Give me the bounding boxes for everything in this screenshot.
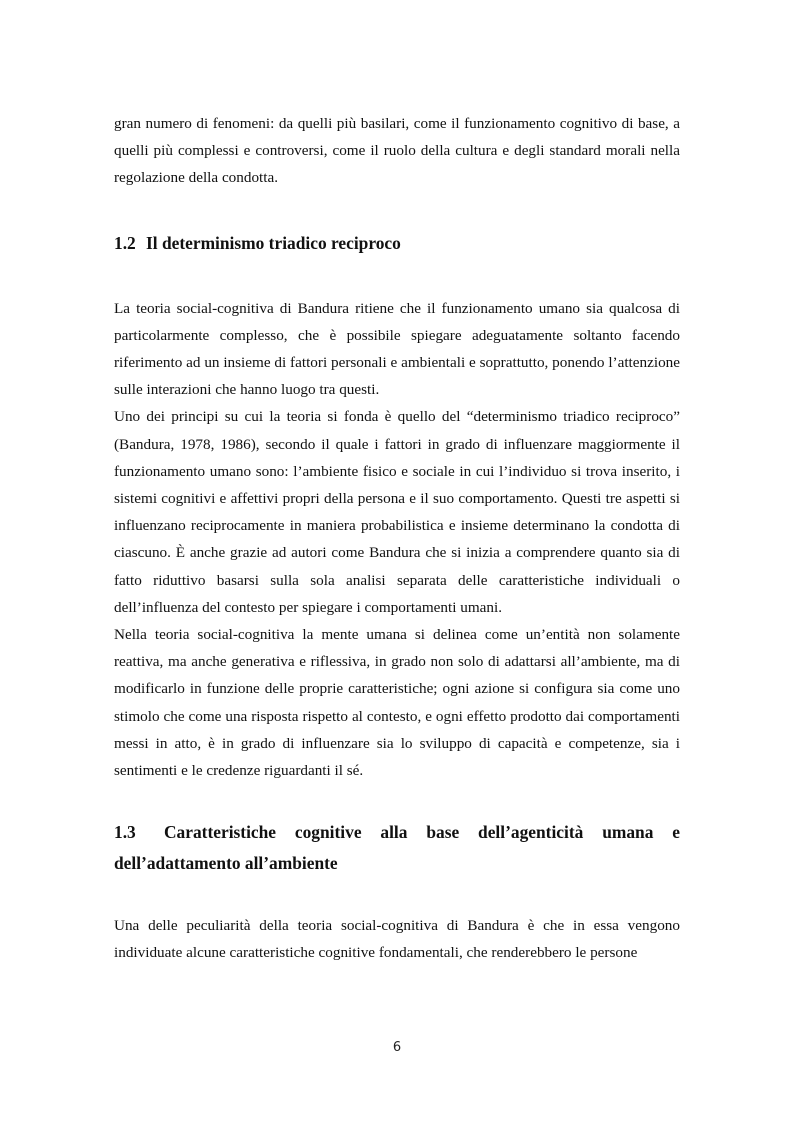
section-heading-1-3 (114, 817, 680, 879)
page-number: 6 (392, 1040, 402, 1055)
body-paragraph: Uno dei principi su cui la teoria si fonda è quello del “determinismo triadico reciproco” (Bandura, 1978, 1986), secondo il quale i fattori in grado di influenzare maggiormente il funzionamento umano sono: l’ambiente fisico e sociale in cui l’individuo si trova inserito, i sistemi cognitivi e affettivi propri della persona e il suo comportamento. Questi tre aspetti si influenzano reciprocamente in maniera probabilistica e insieme determinano la condotta di ciascuno. È anche grazie ad autori come Bandura che si inizia a comprendere quanto sia di fatto riduttivo basarsi sulla sola analisi separata delle caratteristiche individuali o dell’influenza del contesto per spiegare i comportamenti umani. (114, 408, 680, 616)
section-title: Caratteristiche cognitive alla base dell’agenticità umana e dell’adattamento all’ambiente (114, 822, 680, 874)
section-heading-1-2 (114, 228, 680, 259)
body-paragraph: Nella teoria social-cognitiva la mente umana si delinea come un’entità non solamente reattiva, ma anche generativa e riflessiva, in grado non solo di adattarsi all’ambiente, ma di modificarlo in funzione delle proprie caratteristiche; ogni azione si configura sia come uno stimolo che come una risposta rispetto al contesto, e ogni effetto prodotto dai comportamenti messi in atto, è in grado di influenzare sia lo sviluppo di capacità e competenze, sia i sentimenti e le credenze riguardanti il sé. (114, 626, 680, 780)
document-page (114, 110, 680, 967)
section-title: Il determinismo triadico reciproco (146, 232, 401, 253)
body-paragraph: La teoria social-cognitiva di Bandura ritiene che il funzionamento umano sia qualcosa di particolarmente complesso, che è possibile spiegare adeguatamente soltanto facendo riferimento ad un insieme di fattori personali e ambientali e soprattutto, ponendo l’attenzione sulle interazioni che hanno luogo tra questi. (114, 299, 680, 399)
section-number: 1.2 (114, 232, 136, 253)
intro-paragraph: gran numero di fenomeni: da quelli più basilari, come il funzionamento cognitivo di base, a quelli più complessi e controversi, come il ruolo della cultura e degli standard morali nella regolazione della condotta. (114, 115, 680, 187)
body-paragraph: Una delle peculiarità della teoria social-cognitiva di Bandura è che in essa vengono individuate alcune caratteristiche cognitive fondamentali, che renderebbero le persone (114, 917, 680, 962)
section-number: 1.3 (114, 822, 136, 843)
